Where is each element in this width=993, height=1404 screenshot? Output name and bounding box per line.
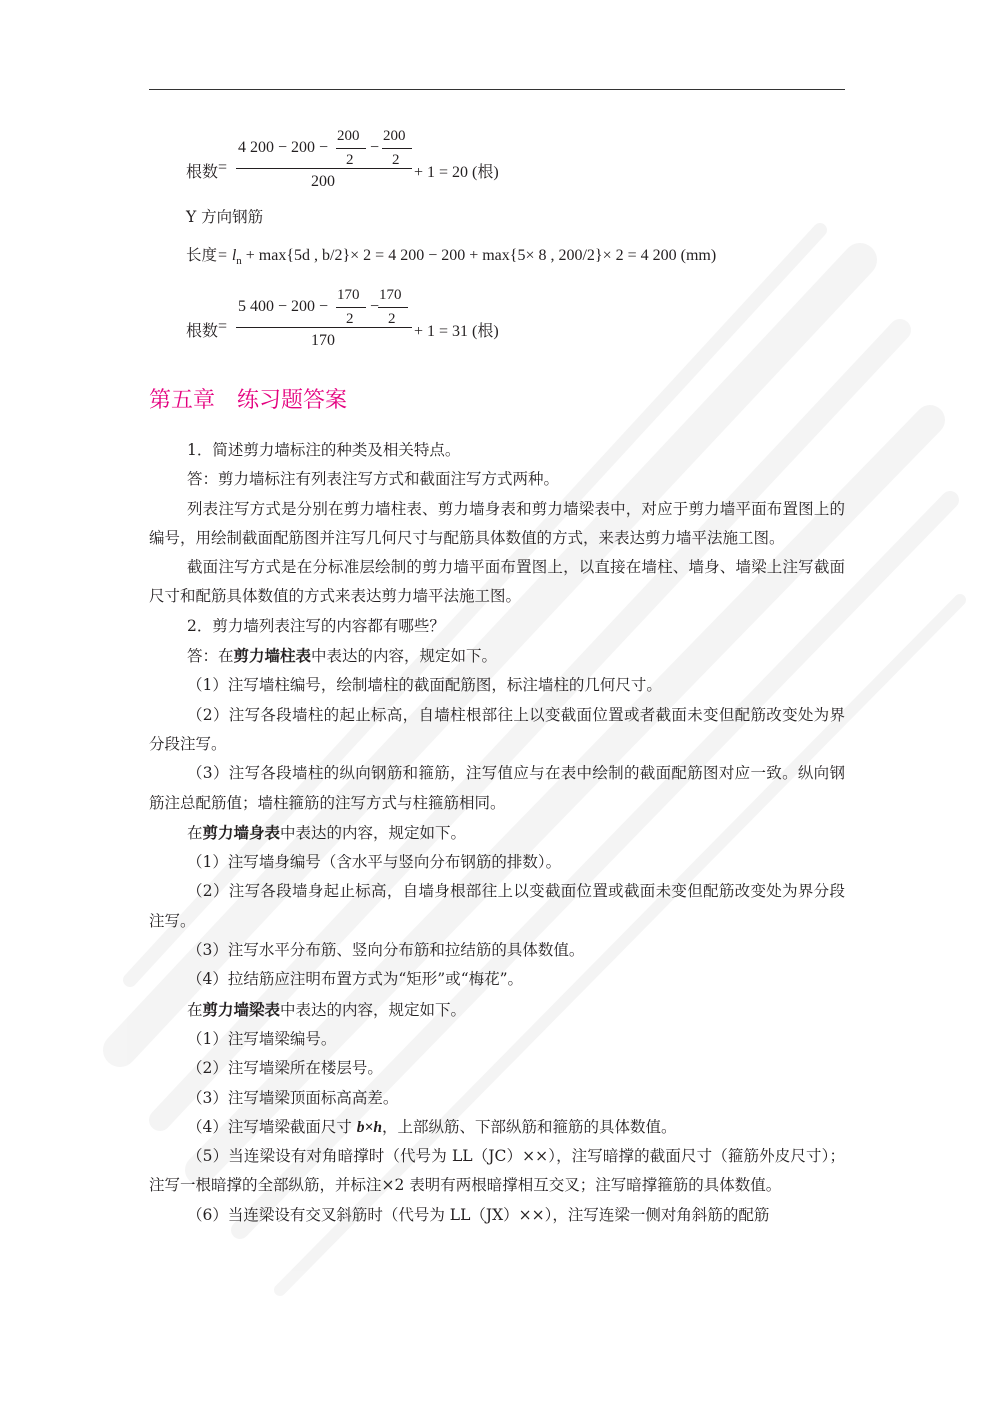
paragraph: 答：在剪力墙柱表中表达的内容，规定如下。 [187,646,498,666]
result: + 1 = 20 (根) [414,164,499,181]
paragraph: （6）当连梁设有交叉斜筋时（代号为 LL（JX）××），注写连梁一侧对角斜筋的配筋 [187,1205,770,1224]
paragraph: （2）注写各段墙身起止标高，自墙身根部往上以变截面位置或截面未变但配筋改变处为界分段注写。 [149,882,845,930]
paragraph: 2．剪力墙列表注写的内容都有哪些？ [187,616,445,635]
y-direction-label: Y 方向钢筋 [186,208,264,226]
paragraph: （1）注写墙身编号（含水平与竖向分布钢筋的排数）。 [187,853,562,872]
paragraph: 1．简述剪力墙标注的种类及相关特点。 [187,441,461,459]
paragraph: 答：剪力墙标注有列表注写方式和截面注写方式两种。 [187,470,560,489]
paragraph: （1）注写墙柱编号，绘制墙柱的截面配筋图，标注墙柱的几何尺寸。 [187,676,662,695]
paragraph: 在剪力墙梁表中表达的内容，规定如下。 [187,999,467,1019]
paragraph: （5）当连梁设有对角暗撑时（代号为 LL（JC）××），注写暗撑的截面尺寸（箍筋外皮尺寸）；注写一根暗撑的全部纵筋，并标注×2 表明有两根暗撑相互交叉；注写暗撑箍筋的具体数值。 [149,1147,845,1195]
fraction-bar [236,168,412,169]
paragraph: 列表注写方式是分别在剪力墙柱表、剪力墙身表和剪力墙梁表中，对应于剪力墙平面布置图上的编号，用绘制截面配筋图并注写几何尺寸与配筋具体数值的方式，来表达剪力墙平法施工图。 [149,499,845,547]
paragraph: （4）拉结筋应注明布置方式为“矩形”或“梅花”。 [187,970,524,989]
paragraph: 截面注写方式是在分标准层绘制的剪力墙平面布置图上，以直接在墙柱、墙身、墙梁上注写截面尺寸和配筋具体数值的方式来表达剪力墙平法施工图。 [149,558,845,606]
header-rule [149,89,845,90]
paragraph: （1）注写墙梁编号。 [187,1029,337,1048]
formula-length: 长度= $l_n + \max\{5d$ , b/2}× 2 = 4 200 − 200 + max{5× 8 , 200/2}× 2 = 4 200 (mm) [186,246,717,268]
paragraph: （3）注写墙梁顶面标高高差。 [187,1088,399,1107]
chapter-heading: 第五章 练习题答案 [149,388,348,413]
numerator-main: 4 200 − 200 − [238,139,329,156]
paragraph: 在剪力墙身表中表达的内容，规定如下。 [187,822,467,842]
paragraph: （4）注写墙梁截面尺寸 b×h，上部纵筋、下部纵筋和箍筋的具体数值。 [187,1117,677,1136]
count-label: 根数 [186,164,219,181]
paragraph: （2）注写墙梁所在楼层号。 [187,1059,383,1078]
paragraph: （3）注写各段墙柱的纵向钢筋和箍筋，注写值应与在表中绘制的截面配筋图对应一致。纵向钢筋注总配筋值；墙柱箍筋的注写方式与柱箍筋相同。 [149,764,845,812]
paragraph: （3）注写水平分布筋、竖向分布筋和拉结筋的具体数值。 [187,941,585,960]
denominator: 200 [311,173,335,190]
paragraph: （2）注写各段墙柱的起止标高，自墙柱根部往上以变截面位置或者截面未变但配筋改变处为界分段注写。 [149,705,845,753]
answer-body [149,436,845,1230]
